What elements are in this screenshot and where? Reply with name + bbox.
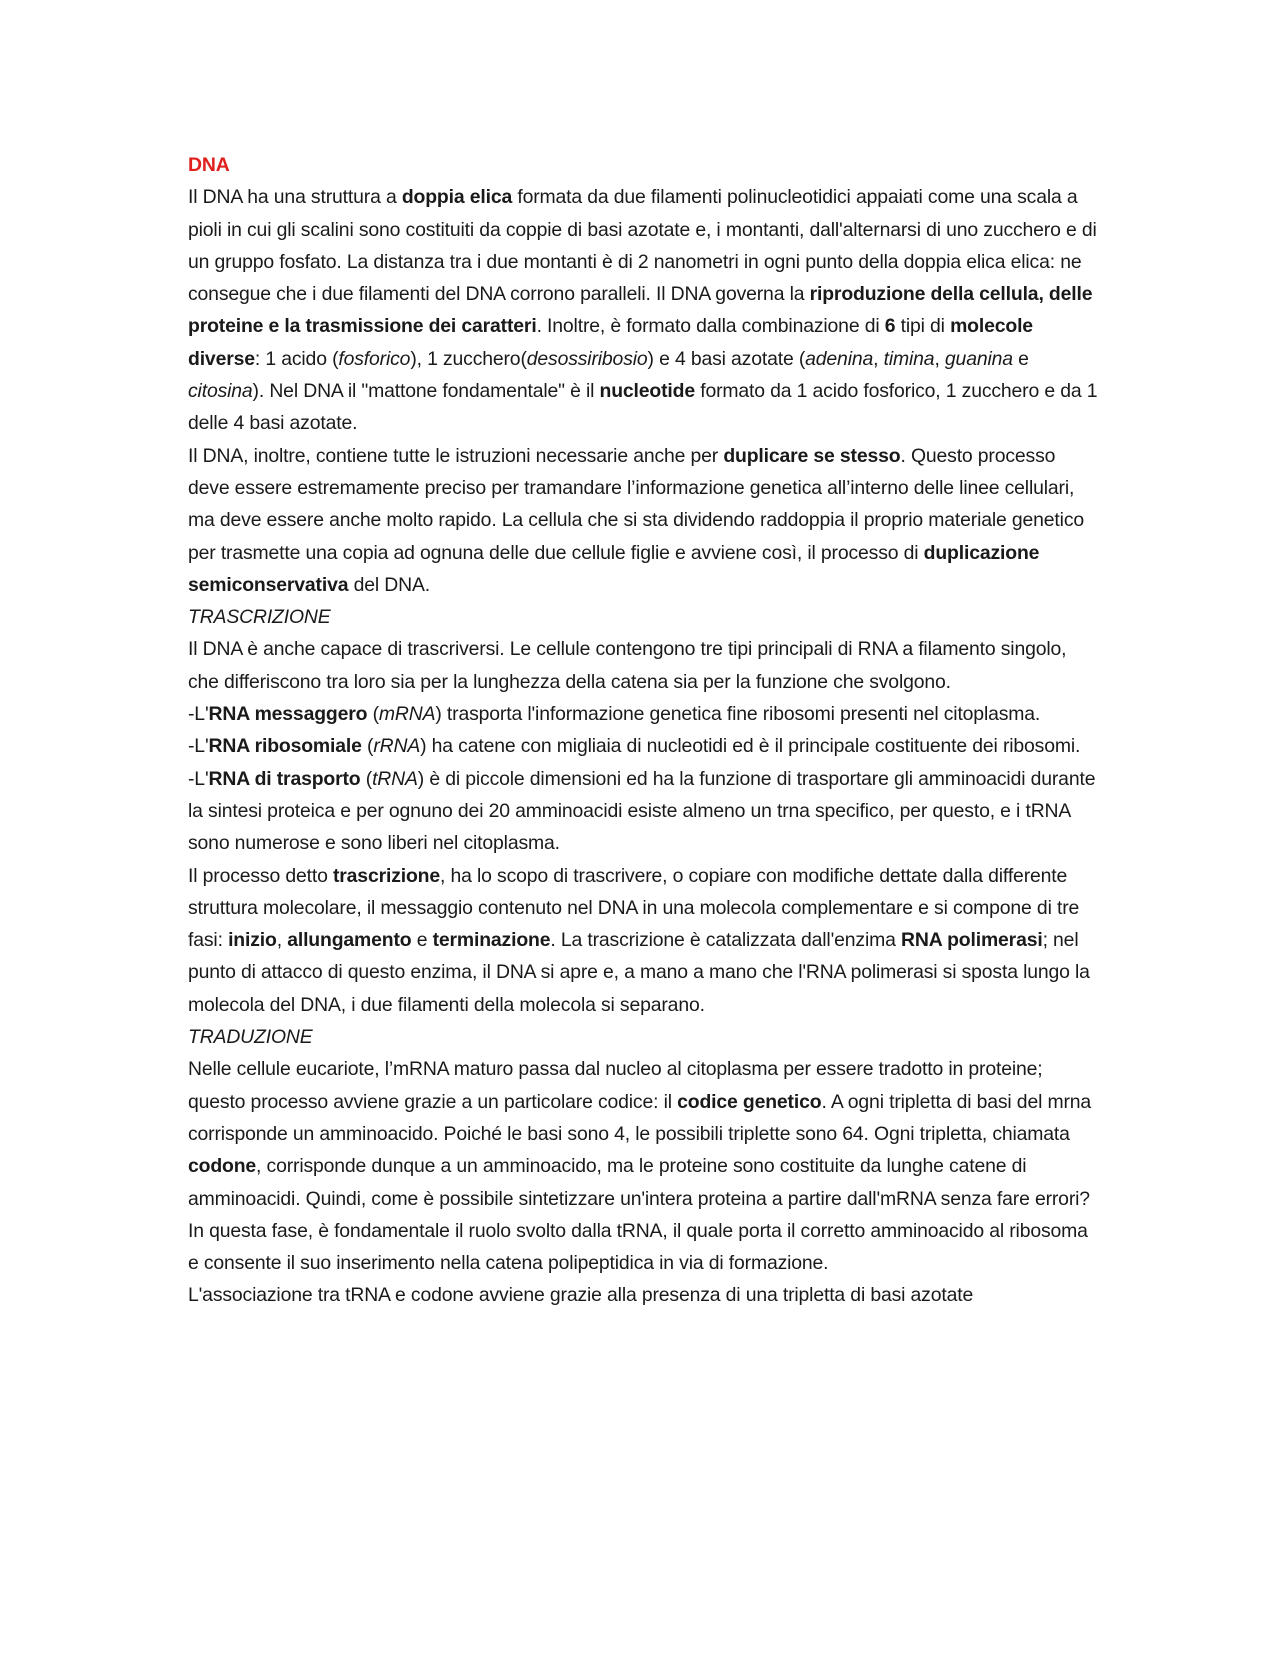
text-run: ( [361, 735, 374, 758]
text-run: formata da due filamenti polinucleotidici appaiati come una scala a pioli in cui gli scalini sono costituiti da coppie di basi azotate e, i montanti, dall'alternarsi di uno zucchero e di un gruppo fosfato. La distanza tra i due montanti è di 2 nanometri in ogni punto della doppia elica elica: ne consegue che i due filamenti del DNA corrono paralleli. Il DNA governa la [188, 186, 1097, 306]
text-run: L'associazione tra tRNA e codone avviene grazie alla presenza di una tripletta di basi azotate [188, 1284, 974, 1307]
bold-text: trascrizione [332, 864, 441, 887]
paragraph [188, 860, 1098, 1021]
text-run: , [873, 347, 884, 370]
text-run: , [934, 347, 945, 370]
text-run: Il DNA ha una struttura a [188, 186, 402, 209]
text-run: -L' [188, 735, 209, 758]
text-run: formato da 1 acido fosforico, 1 zucchero e da 1 delle 4 basi azotate. [188, 380, 1098, 435]
section-heading-traduzione: TRADUZIONE [188, 1026, 313, 1049]
section-heading-trascrizione: TRASCRIZIONE [188, 606, 331, 629]
text-run: ) e 4 basi azotate ( [647, 347, 806, 370]
text-run: Il processo detto [188, 864, 333, 887]
text-run: -L' [188, 767, 209, 790]
bold-text: RNA ribosomiale [208, 735, 362, 758]
text-run: . Questo processo deve essere estremamente preciso per tramandare l’informazione genetica all’interno delle linee cellulari, ma deve essere anche molto rapido. La cellula che si sta dividendo raddoppia il proprio materiale genetico per trasmette una copia ad ognuna delle due cellule figlie e avviene così, il processo di [188, 444, 1085, 564]
bold-text: duplicazione semiconservativa [188, 541, 1040, 596]
paragraph [188, 1279, 1098, 1311]
text-run: tipi di [895, 315, 951, 338]
italic-text: timina [883, 347, 935, 370]
bold-text: riproduzione della cellula, delle proteine e la trasmissione dei caratteri [188, 283, 1093, 338]
bold-text: RNA di trasporto [208, 767, 361, 790]
paragraph [188, 440, 1098, 601]
text-run: , [276, 929, 288, 952]
paragraph [188, 181, 1098, 439]
bold-text: molecole diverse [188, 315, 1033, 370]
text-run: , ha lo scopo di trascrivere, o copiare con modifiche dettate dalla differente struttura molecolare, il messaggio contenuto nel DNA in una molecola complementare e si compone di tre fasi: [188, 864, 1080, 952]
bold-text: inizio [228, 929, 277, 952]
text-run: ) ha catene con migliaia di nucleotidi ed è il principale costituente dei ribosomi. [420, 735, 1081, 758]
text-run: : 1 acido ( [254, 347, 339, 370]
bold-text: 6 [884, 315, 896, 338]
bold-text: codice genetico [677, 1090, 822, 1113]
text-run: . La trascrizione è catalizzata dall'enzima [550, 929, 901, 952]
italic-text: tRNA [372, 767, 418, 790]
italic-text: desossiribosio [526, 347, 648, 370]
list-item [188, 698, 1098, 730]
bold-text: RNA polimerasi [901, 929, 1043, 952]
bold-text: codone [188, 1155, 257, 1178]
text-run: del DNA. [348, 573, 431, 596]
text-run: e [1012, 347, 1029, 370]
text-run: Il DNA, inoltre, contiene tutte le istruzioni necessarie anche per [188, 444, 724, 467]
list-item [188, 763, 1098, 860]
text-run: Il DNA è anche capace di trascriversi. Le cellule contengono tre tipi principali di RNA a filamento singolo, che differiscono tra loro sia per la lunghezza della catena sia per la funzione che svolgono. [188, 638, 1067, 693]
bold-text: nucleotide [599, 380, 695, 403]
italic-text: guanina [944, 347, 1013, 370]
italic-text: adenina [805, 347, 874, 370]
text-run: . Inoltre, è formato dalla combinazione di [536, 315, 885, 338]
document-title: DNA [188, 154, 230, 176]
text-run: ) trasporta l'informazione genetica fine ribosomi presenti nel citoplasma. [435, 703, 1041, 726]
list-item [188, 730, 1098, 762]
bold-text: RNA messaggero [208, 703, 368, 726]
text-run: -L' [188, 703, 209, 726]
text-run: ), 1 zucchero( [410, 347, 527, 370]
paragraph [188, 1053, 1098, 1279]
text-run: , corrisponde dunque a un amminoacido, ma le proteine sono costituite da lunghe catene di amminoacidi. Quindi, come è possibile sintetizzare un'intera proteina a partire dall'mRNA senza fare errori? In questa fase, è fondamentale il ruolo svolto dalla tRNA, il quale porta il corretto amminoacido al ribosoma e consente il suo inserimento nella catena polipeptidica in via di formazione. [188, 1155, 1090, 1275]
text-run: ( [360, 767, 373, 790]
document-body [188, 149, 1098, 1312]
text-run: ( [367, 703, 379, 726]
italic-text: citosina [188, 380, 253, 403]
italic-text: rRNA [373, 735, 421, 758]
text-run: Nelle cellule eucariote, l’mRNA maturo passa dal nucleo al citoplasma per essere tradotto in proteine; questo processo avviene grazie a un particolare codice: il [188, 1058, 1043, 1113]
text-run: . A ogni tripletta di basi del mrna corrisponde un amminoacido. Poiché le basi sono 4, le possibili triplette sono 64. Ogni tripletta, chiamata [188, 1090, 1092, 1145]
paragraph [188, 633, 1098, 698]
bold-text: doppia elica [401, 186, 513, 209]
text-run: e [411, 929, 433, 952]
bold-text: terminazione [432, 929, 551, 952]
bold-text: duplicare se stesso [723, 444, 901, 467]
italic-text: mRNA [378, 703, 436, 726]
text-run: ) è di piccole dimensioni ed ha la funzione di trasportare gli amminoacidi durante la sintesi proteica e per ognuno dei 20 amminoacidi esiste almeno un trna specifico, per questo, e i tRNA sono numerose e sono liberi nel citoplasma. [188, 767, 1096, 855]
bold-text: allungamento [287, 929, 412, 952]
text-run: ). Nel DNA il "mattone fondamentale" è il [252, 380, 600, 403]
italic-text: fosforico [338, 347, 411, 370]
text-run: ; nel punto di attacco di questo enzima, il DNA si apre e, a mano a mano che l'RNA polimerasi si sposta lungo la molecola del DNA, i due filamenti della molecola si separano. [188, 929, 1090, 1016]
